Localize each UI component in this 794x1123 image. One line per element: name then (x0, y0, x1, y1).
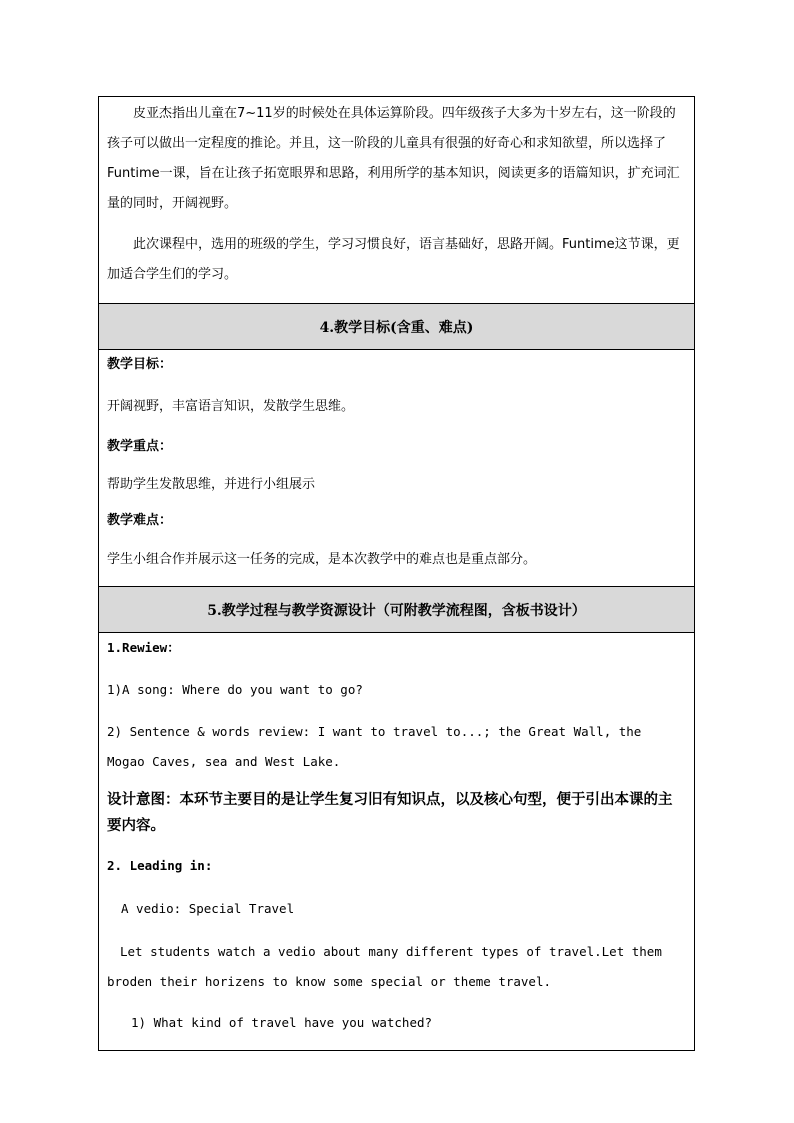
section-5-title: 5.教学过程与教学资源设计（可附教学流程图，含板书设计） (207, 602, 586, 619)
section-4-title: 4.教学目标(含重、难点) (319, 319, 474, 336)
goal-label: 教学目标： (107, 357, 173, 372)
leading-heading: 2. Leading in: (107, 858, 213, 873)
objectives-cell (99, 350, 694, 586)
section-5-header (99, 587, 694, 632)
leading-item-1: A vedio: Special Travel (121, 901, 295, 916)
lesson-plan-table (98, 96, 695, 1051)
process-cell (99, 633, 694, 1051)
leading-item-3: 1) What kind of travel have you watched? (131, 1015, 433, 1030)
design-intent: 设计意图：本环节主要目的是让学生复习旧有知识点，以及核心句型，便于引出本课的主要内容。 (107, 792, 673, 834)
key-point-label: 教学重点： (107, 439, 173, 454)
review-item-2: 2) Sentence & words review: I want to travel to...; the Great Wall, the Mogao Caves, sea and West Lake. (107, 724, 642, 769)
section-4-header (99, 304, 694, 349)
analysis-paragraph-1: 皮亚杰指出儿童在7~11岁的时候处在具体运算阶段。四年级孩子大多为十岁左右，这一阶段的孩子可以做出一定程度的推论。并且，这一阶段的儿童具有很强的好奇心和求知欲望，所以选择了Funtime一课，旨在让孩子拓宽眼界和思路，利用所学的基本知识，阅读更多的语篇知识，扩充词汇量的同时，开阔视野。 (107, 106, 680, 211)
review-heading: 1.Rewiew： (107, 640, 180, 655)
leading-item-2: Let students watch a vedio about many different types of travel.Let them broden their horizens to know some special or theme travel. (107, 944, 662, 989)
analysis-paragraph-2: 此次课程中，选用的班级的学生，学习习惯良好，语言基础好，思路开阔。Funtime这节课，更加适合学生们的学习。 (107, 237, 680, 282)
key-point-text: 帮助学生发散思维，并进行小组展示 (107, 477, 316, 492)
goal-text: 开阔视野，丰富语言知识，发散学生思维。 (107, 399, 355, 414)
analysis-cell (99, 97, 694, 303)
review-item-1: 1)A song: Where do you want to go? (107, 682, 363, 697)
difficulty-text: 学生小组合作并展示这一任务的完成，是本次教学中的难点也是重点部分。 (107, 552, 537, 567)
difficulty-label: 教学难点： (107, 513, 173, 528)
